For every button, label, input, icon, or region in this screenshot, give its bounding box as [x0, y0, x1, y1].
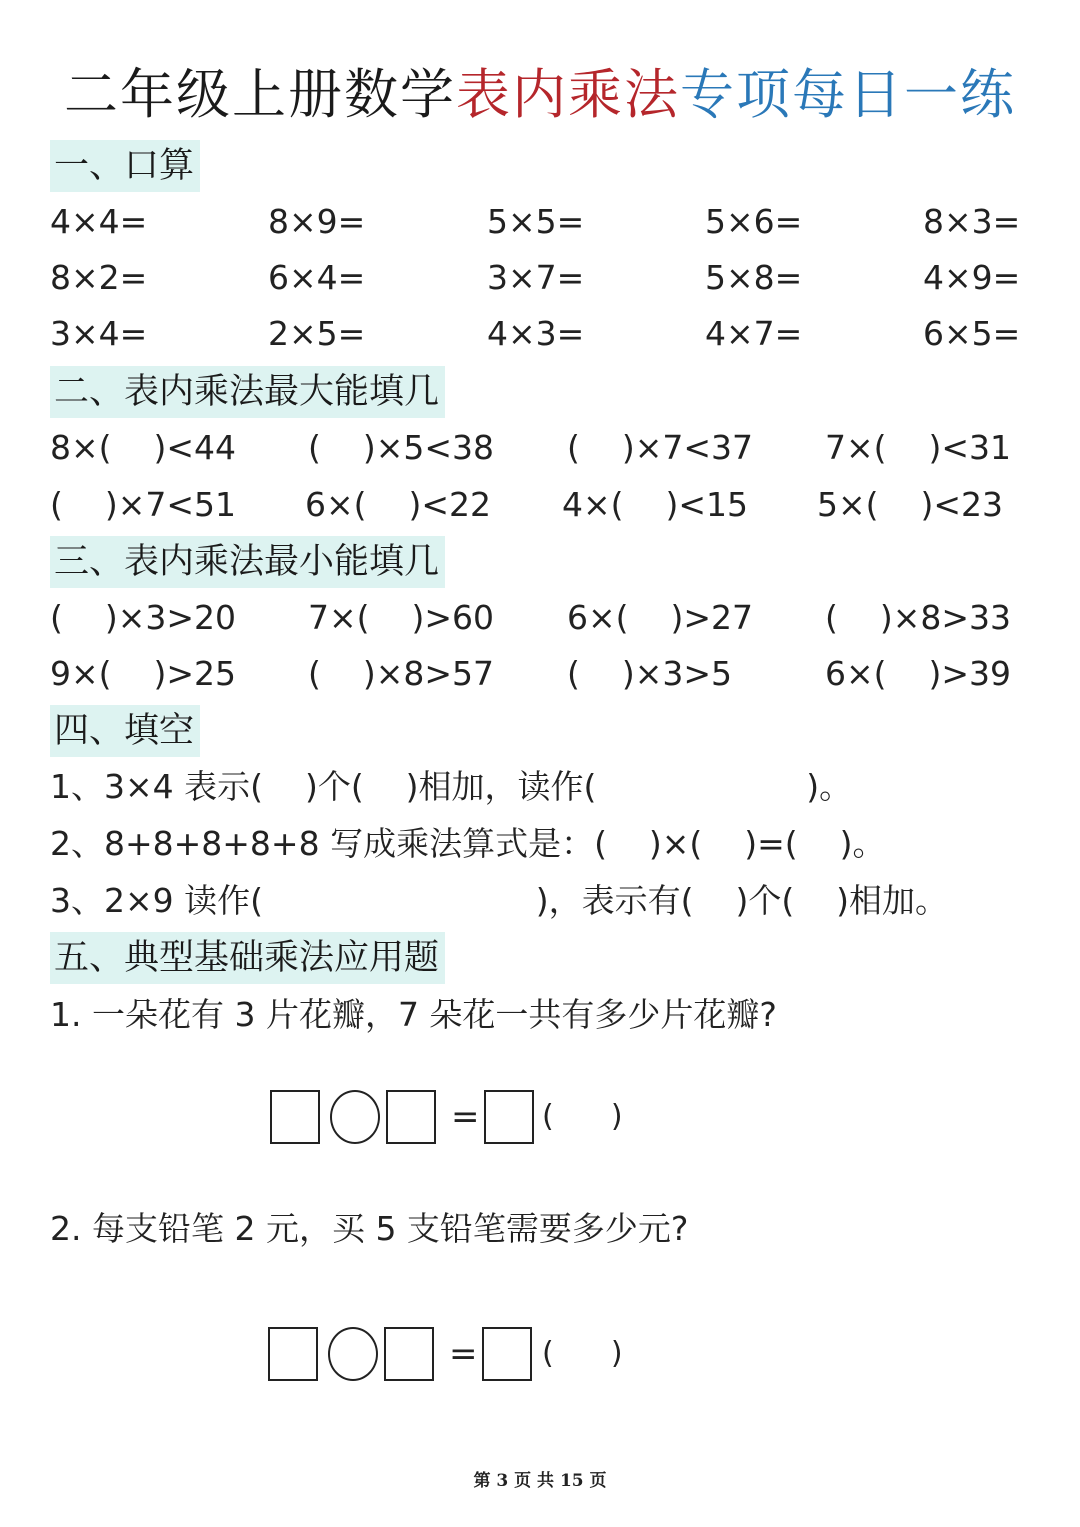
mental-math-row: [0, 197, 1080, 247]
mental-math-item: 6×4=: [268, 258, 366, 297]
equals-sign: =: [449, 1334, 478, 1374]
fill-blank-item: 3、2×9 读作( )，表示有( )个( )相加。: [50, 881, 949, 920]
section-heading-fill-blank: 四、填空: [50, 705, 200, 757]
word-problem-question: 1. 一朵花有 3 片花瓣，7 朵花一共有多少片花瓣?: [50, 995, 777, 1034]
mental-math-item: 4×7=: [705, 314, 803, 353]
max-fill-item: 7×( )<31: [825, 428, 1011, 467]
mental-math-item: 5×5=: [487, 202, 585, 241]
page-title: [0, 62, 1080, 128]
operator-circle[interactable]: [330, 1090, 380, 1144]
mental-math-item: 8×2=: [50, 258, 148, 297]
max-fill-item: 6×( )<22: [305, 485, 491, 524]
max-fill-item: ( )×5<38: [308, 428, 494, 467]
min-fill-item: 6×( )>39: [825, 654, 1011, 693]
section-heading-min-fill: 三、表内乘法最小能填几: [50, 536, 445, 588]
mental-math-item: 2×5=: [268, 314, 366, 353]
mental-math-item: 6×5=: [923, 314, 1021, 353]
section-heading-mental-math: 一、口算: [50, 140, 200, 192]
title-part-topic: 表内乘法: [456, 63, 680, 126]
mental-math-item: 5×8=: [705, 258, 803, 297]
min-fill-item: 7×( )>60: [308, 598, 494, 637]
max-fill-item: 4×( )<15: [562, 485, 748, 524]
answer-box[interactable]: [386, 1090, 436, 1144]
min-fill-row: [0, 593, 1080, 643]
mental-math-item: 8×3=: [923, 202, 1021, 241]
mental-math-item: 4×4=: [50, 202, 148, 241]
mental-math-item: 3×4=: [50, 314, 148, 353]
answer-box[interactable]: [270, 1090, 320, 1144]
mental-math-item: 8×9=: [268, 202, 366, 241]
mental-math-item: 4×9=: [923, 258, 1021, 297]
equals-sign: =: [451, 1097, 480, 1137]
max-fill-item: 5×( )<23: [817, 485, 1003, 524]
fill-blank-item: 1、3×4 表示( )个( )相加，读作( )。: [50, 767, 853, 806]
mental-math-item: 5×6=: [705, 202, 803, 241]
mental-math-item: 4×3=: [487, 314, 585, 353]
min-fill-item: ( )×3>5: [567, 654, 732, 693]
section-heading-max-fill: 二、表内乘法最大能填几: [50, 366, 445, 418]
title-part-grade: 二年级上册数学: [64, 63, 456, 126]
operator-circle[interactable]: [328, 1327, 378, 1381]
answer-box[interactable]: [268, 1327, 318, 1381]
unit-blank: ( ): [542, 1336, 623, 1371]
max-fill-item: ( )×7<37: [567, 428, 753, 467]
min-fill-item: ( )×8>33: [825, 598, 1011, 637]
min-fill-item: 6×( )>27: [567, 598, 753, 637]
mental-math-row: [0, 309, 1080, 359]
mental-math-row: [0, 253, 1080, 303]
max-fill-row: [0, 423, 1080, 473]
section-heading-word-problems: 五、典型基础乘法应用题: [50, 932, 445, 984]
mental-math-item: 3×7=: [487, 258, 585, 297]
max-fill-row: [0, 480, 1080, 530]
answer-box[interactable]: [482, 1327, 532, 1381]
min-fill-item: 9×( )>25: [50, 654, 236, 693]
answer-template: [266, 1327, 666, 1393]
title-part-practice: 专项每日一练: [680, 63, 1016, 126]
max-fill-item: 8×( )<44: [50, 428, 236, 467]
answer-template: [268, 1090, 668, 1156]
max-fill-item: ( )×7<51: [50, 485, 236, 524]
answer-box[interactable]: [484, 1090, 534, 1144]
answer-box[interactable]: [384, 1327, 434, 1381]
min-fill-item: ( )×8>57: [308, 654, 494, 693]
min-fill-item: ( )×3>20: [50, 598, 236, 637]
page-number: 第 3 页 共 15 页: [473, 1471, 607, 1491]
fill-blank-item: 2、8+8+8+8+8 写成乘法算式是：( )×( )=( )。: [50, 824, 886, 863]
min-fill-row: [0, 649, 1080, 699]
word-problem-question: 2. 每支铅笔 2 元，买 5 支铅笔需要多少元?: [50, 1209, 689, 1248]
unit-blank: ( ): [542, 1099, 623, 1134]
